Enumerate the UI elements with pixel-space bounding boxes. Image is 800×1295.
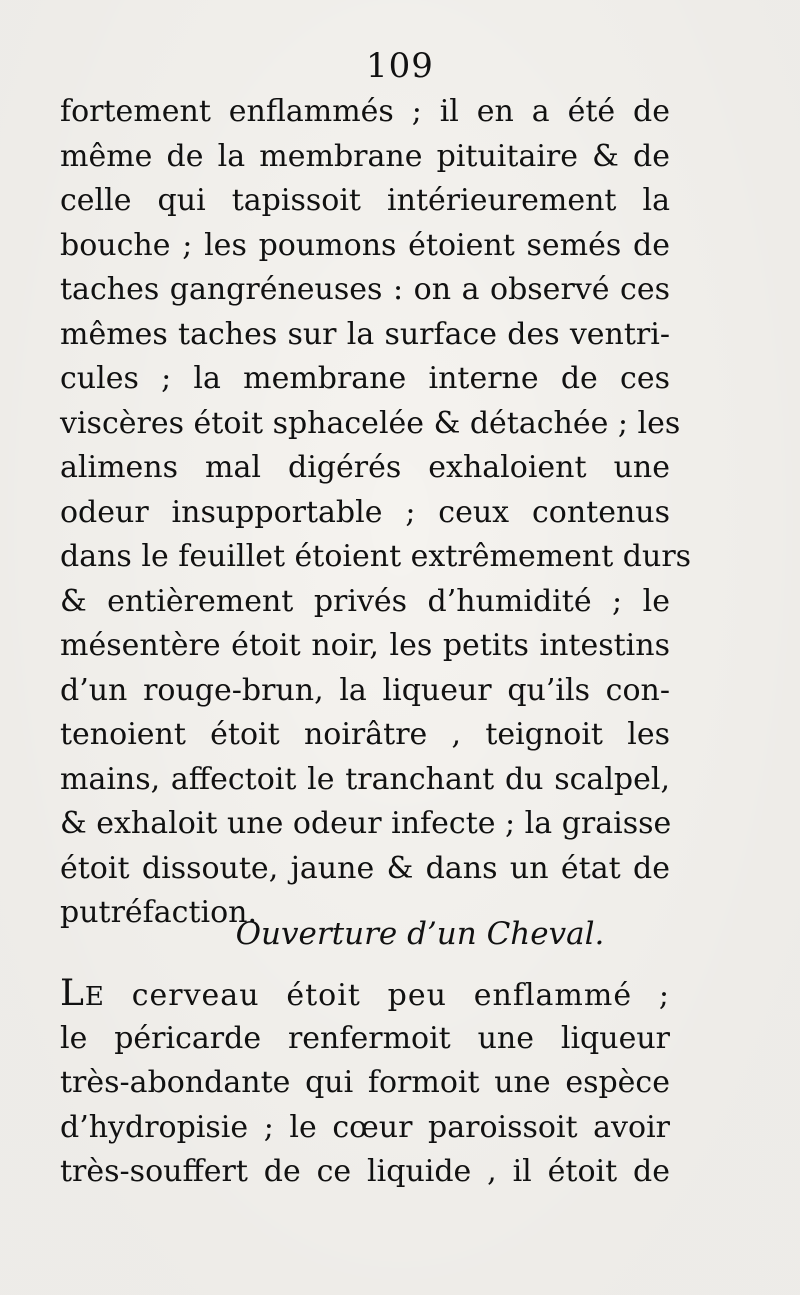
page-number: 109	[366, 46, 434, 86]
text-line: celle qui tapissoit intérieurement la	[60, 183, 670, 218]
text-line: le péricarde renfermoit une liqueur	[60, 1020, 670, 1056]
text-line: très-souffert de ce liquide , il étoit de	[60, 1154, 670, 1189]
dropcap-letter: L	[60, 973, 85, 1014]
section-heading: Ouverture d’un Cheval.	[235, 916, 605, 952]
text-line: très-abondante qui formoit une espèce	[60, 1065, 670, 1100]
text-line: étoit dissoute, jaune & dans un état de	[60, 850, 670, 886]
text-line: odeur insupportable ; ceux contenus	[60, 494, 670, 530]
text-line: mêmes taches sur la surface des ventri-	[60, 316, 670, 352]
text-line: même de la membrane pituitaire & de	[60, 138, 670, 174]
text-line: alimens mal digérés exhaloient une	[60, 450, 670, 485]
text-line: fortement enflammés ; il en a été de	[60, 94, 670, 129]
small-caps-letter: E	[84, 982, 105, 1012]
paragraph-2	[60, 972, 670, 1195]
text-line: tenoient étoit noirâtre , teignoit les	[60, 717, 670, 752]
text-line: putréfaction.	[60, 895, 258, 930]
text-line: cules ; la membrane interne de ces	[60, 361, 670, 396]
text-line: & entièrement privés d’humidité ; le	[60, 583, 670, 619]
text-line: dans le feuillet étoient extrêmement durs	[60, 539, 692, 574]
text-line: & exhaloit une odeur infecte ; la graisse	[60, 806, 672, 841]
text-line: viscères étoit sphacelée & détachée ; les	[60, 405, 681, 441]
text-line: taches gangréneuses : on a observé ces	[60, 272, 670, 307]
text-line: d’un rouge-brun, la liqueur qu’ils con-	[60, 672, 670, 708]
paragraph-1	[60, 90, 692, 936]
text-line-first	[60, 972, 670, 1017]
text-line: mains, affectoit le tranchant du scalpel,	[60, 761, 670, 797]
text-line: bouche ; les poumons étoient semés de	[60, 227, 670, 263]
first-line-rest: cerveau étoit peu enflammé ;	[104, 978, 670, 1013]
text-line: mésentère étoit noir, les petits intestins	[60, 628, 670, 663]
text-line: d’hydropisie ; le cœur paroissoit avoir	[60, 1109, 670, 1145]
